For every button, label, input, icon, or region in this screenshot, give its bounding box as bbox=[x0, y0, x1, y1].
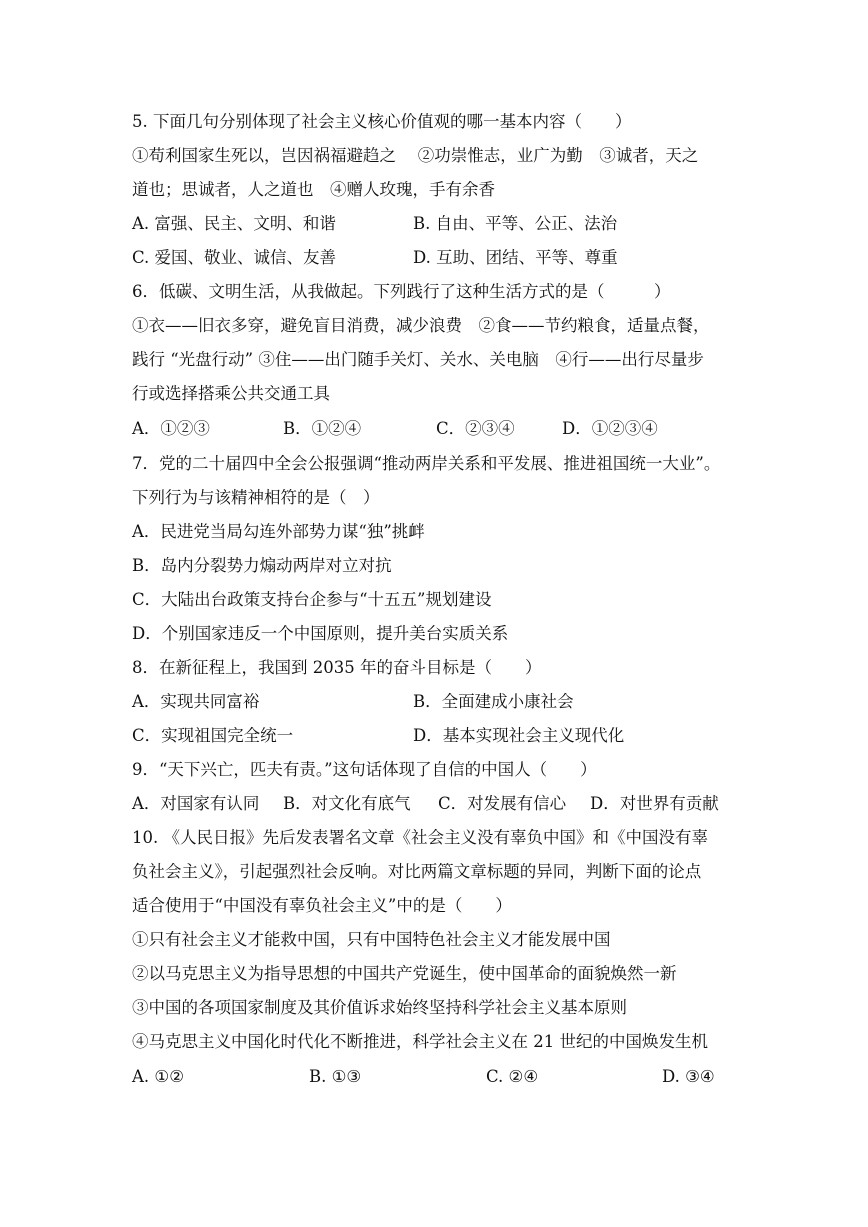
q9-option-a: A．对国家有认同 bbox=[132, 794, 260, 813]
q10-option-c: C. ②④ bbox=[486, 1067, 539, 1086]
q10-item-4: ④马克思主义中国化时代化不断推进，科学社会主义在 21 世纪的中国焕发生机 bbox=[132, 1032, 708, 1051]
q5-line3: 道也；思诚者，人之道也 ④赠人玫瑰，手有余香 bbox=[132, 180, 495, 199]
q8-option-a: A．实现共同富裕 bbox=[132, 692, 260, 711]
q6-option-d: D．①②③④ bbox=[562, 419, 658, 438]
q5-option-b: B. 自由、平等、公正、法治 bbox=[413, 214, 618, 233]
q10-option-a: A. ①② bbox=[132, 1067, 184, 1086]
q10-line2: 负社会主义》，引起强烈社会反响。对比两篇文章标题的异同，判断下面的论点 bbox=[132, 862, 702, 881]
q10-item-2: ②以马克思主义为指导思想的中国共产党诞生，使中国革命的面貌焕然一新 bbox=[132, 964, 677, 983]
q9-option-d: D．对世界有贡献 bbox=[590, 794, 719, 813]
q7-option-a: A．民进党当局勾连外部势力谋“独”挑衅 bbox=[132, 522, 425, 541]
q10-option-b: B. ①③ bbox=[309, 1067, 362, 1086]
q6-option-a: A．①②③ bbox=[132, 419, 210, 438]
q6-line4: 行或选择搭乘公共交通工具 bbox=[132, 384, 330, 403]
q9-option-b: B．对文化有底气 bbox=[283, 794, 411, 813]
q7-line2: 下列行为与该精神相符的是（ ） bbox=[132, 488, 380, 507]
q8-option-b: B．全面建成小康社会 bbox=[413, 692, 574, 711]
q8-option-d: D．基本实现社会主义现代化 bbox=[413, 726, 625, 745]
q10-option-d: D. ③④ bbox=[662, 1067, 715, 1086]
q6-option-b: B．①②④ bbox=[283, 419, 362, 438]
q10-line3: 适合使用于“中国没有辜负社会主义”中的是（ ） bbox=[132, 896, 512, 915]
q10-item-1: ①只有社会主义才能救中国，只有中国特色社会主义才能发展中国 bbox=[132, 930, 611, 949]
q5-option-c: C. 爱国、敬业、诚信、友善 bbox=[132, 248, 337, 267]
q5-line2: ①苟利国家生死以，岂因祸福避趋之 ②功崇惟志，业广为勤 ③诚者，天之 bbox=[132, 146, 699, 165]
q7-option-b: B．岛内分裂势力煽动两岸对立对抗 bbox=[132, 556, 392, 575]
q8-option-c: C．实现祖国完全统一 bbox=[132, 726, 294, 745]
q9-option-c: C．对发展有信心 bbox=[438, 794, 567, 813]
q7-option-c: C．大陆出台政策支持台企参与“十五五”规划建设 bbox=[132, 590, 492, 609]
q5-option-d: D. 互助、团结、平等、尊重 bbox=[413, 248, 618, 267]
q9-stem: 9．“天下兴亡，匹夫有责。”这句话体现了自信的中国人（ ） bbox=[132, 760, 597, 779]
q7-option-d: D．个别国家违反一个中国原则，提升美台实质关系 bbox=[132, 624, 509, 643]
q6-stem: 6．低碳、文明生活，从我做起。下列践行了这种生活方式的是（ ） bbox=[132, 282, 671, 301]
q8-stem: 8．在新征程上，我国到 2035 年的奋斗目标是（ ） bbox=[132, 658, 542, 677]
q5-stem: 5. 下面几句分别体现了社会主义核心价值观的哪一基本内容（ ） bbox=[132, 112, 632, 131]
q10-item-3: ③中国的各项国家制度及其价值诉求始终坚持科学社会主义基本原则 bbox=[132, 998, 627, 1017]
q5-option-a: A. 富强、民主、文明、和谐 bbox=[132, 214, 336, 233]
q6-option-c: C．②③④ bbox=[436, 419, 515, 438]
q7-stem: 7．党的二十届四中全会公报强调“推动两岸关系和平发展、推进祖国统一大业”。 bbox=[132, 454, 721, 473]
q6-line3: 践行 “光盘行动” ③住——出门随手关灯、关水、关电脑 ④行——出行尽量步 bbox=[132, 350, 704, 369]
q10-stem: 10. 《人民日报》先后发表署名文章《社会主义没有辜负中国》和《中国没有辜 bbox=[132, 828, 708, 847]
q6-line2: ①衣——旧衣多穿，避免盲目消费，减少浪费 ②食——节约粮食，适量点餐， bbox=[132, 316, 710, 335]
